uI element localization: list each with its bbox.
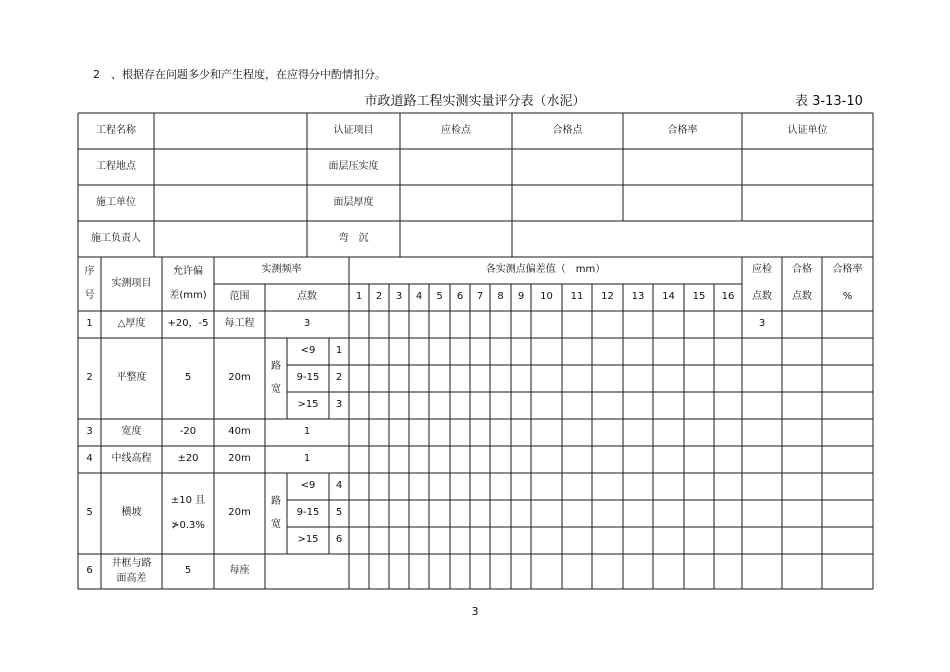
row-1-range: 每工程 bbox=[224, 318, 255, 330]
row-4-tolerance: ±20 bbox=[177, 453, 199, 465]
seq-header-line1: 序 bbox=[84, 265, 95, 277]
deviation-col-6: 6 bbox=[456, 291, 464, 303]
row-2-sub-1-points: 1 bbox=[335, 345, 343, 357]
pass-rate-header-line1: 合格率 bbox=[832, 264, 863, 276]
deviation-col-9: 9 bbox=[517, 291, 525, 303]
row-2-sub-2-points: 2 bbox=[335, 372, 343, 384]
deviation-col-5: 5 bbox=[436, 291, 443, 303]
row-5-road-width bbox=[265, 473, 287, 554]
pass-rate-header-line2: % bbox=[842, 291, 853, 303]
row-5-tolerance-line2: ≯0.3% bbox=[171, 519, 205, 531]
row-6-item-line1: 井框与路 bbox=[111, 558, 152, 569]
row-5-sub-3-points: 6 bbox=[335, 534, 343, 546]
row-2-sub-3-points: 3 bbox=[335, 399, 343, 411]
check-points-label: 应检点 bbox=[441, 124, 471, 136]
tolerance-header-line2: 差(mm) bbox=[169, 290, 207, 301]
row-2-sub-2-width: 9-15 bbox=[296, 372, 320, 384]
deviation-col-12: 12 bbox=[601, 291, 614, 303]
item-header: 实测项目 bbox=[111, 277, 152, 289]
form-title: 市政道路工程实测实量评分表（水泥） bbox=[364, 94, 586, 109]
cert-unit-label: 认证单位 bbox=[787, 124, 828, 136]
pass-rate-label: 合格率 bbox=[667, 124, 698, 136]
deviation-col-16: 16 bbox=[721, 291, 735, 303]
row-2-no: 2 bbox=[86, 372, 93, 384]
deviation-col-11: 11 bbox=[570, 291, 584, 303]
row-5-sub-1-width: <9 bbox=[300, 480, 316, 492]
page-number: 3 bbox=[471, 605, 479, 618]
deviation-col-13: 13 bbox=[631, 291, 645, 303]
row-3-item: 宽度 bbox=[121, 426, 142, 438]
cert-item-label: 认证项目 bbox=[333, 124, 374, 136]
deviation-col-4: 4 bbox=[415, 291, 423, 303]
row-2-road-width-char2: 宽 bbox=[271, 383, 281, 395]
row-5-item: 横坡 bbox=[121, 507, 142, 519]
row-4-no: 4 bbox=[86, 453, 93, 465]
row-5-sub-2-points: 5 bbox=[335, 507, 343, 519]
row-5-sub-2-width: 9-15 bbox=[296, 507, 320, 519]
pass-count-header-line2: 点数 bbox=[792, 291, 812, 303]
row-5-tolerance bbox=[162, 473, 214, 554]
row-3-tolerance: -20 bbox=[179, 426, 197, 438]
row-3-no: 3 bbox=[86, 426, 93, 438]
row-6-tolerance: 5 bbox=[184, 565, 192, 577]
row-2-sub-1-width: <9 bbox=[300, 345, 316, 357]
row-5-road-width-char1: 路 bbox=[271, 496, 281, 507]
points-header: 点数 bbox=[297, 291, 317, 303]
row-6-range: 每座 bbox=[229, 565, 250, 577]
frequency-header: 实测频率 bbox=[261, 264, 302, 276]
row-6-item bbox=[101, 554, 162, 589]
row-4-range: 20m bbox=[228, 453, 251, 465]
row-6-no: 6 bbox=[86, 565, 93, 577]
table-number: 表 3-13-10 bbox=[795, 94, 863, 109]
deviation-col-8: 8 bbox=[497, 291, 504, 303]
construction-unit-label: 施工单位 bbox=[96, 196, 136, 208]
row-5-sub-3-width: >15 bbox=[297, 534, 319, 546]
row-5-no: 5 bbox=[86, 507, 93, 519]
row-2-sub-3-width: >15 bbox=[297, 399, 319, 411]
project-site-label: 工程地点 bbox=[96, 160, 136, 172]
row-3-points: 1 bbox=[303, 426, 311, 438]
deflection-label: 弯 沉 bbox=[338, 232, 369, 244]
row-1-check-count: 3 bbox=[758, 318, 766, 330]
seq-header-line2: 号 bbox=[84, 290, 95, 301]
instruction-note: 2 、根据存在问题多少和产生程度，在应得分中酌情扣分。 bbox=[93, 68, 386, 81]
project-name-label: 工程名称 bbox=[96, 124, 136, 136]
check-count-header-line2: 点数 bbox=[752, 291, 772, 303]
row-2-road-width-char1: 路 bbox=[271, 361, 281, 372]
row-2-item: 平整度 bbox=[116, 372, 147, 384]
row-5-road-width-char2: 宽 bbox=[271, 518, 281, 530]
row-1-points: 3 bbox=[303, 318, 311, 330]
row-4-points: 1 bbox=[303, 453, 311, 465]
row-1-tolerance: +20，-5 bbox=[167, 318, 209, 330]
row-1-no: 1 bbox=[86, 318, 93, 330]
deviation-col-14: 14 bbox=[662, 291, 675, 303]
row-2-road-width bbox=[265, 338, 287, 419]
row-5-sub-1-points: 4 bbox=[335, 480, 343, 492]
tolerance-header-line1: 允许偏 bbox=[173, 265, 203, 277]
deviation-header: 各实测点偏差值（ mm） bbox=[485, 264, 606, 276]
pass-points-label: 合格点 bbox=[552, 124, 583, 136]
seq-header bbox=[78, 257, 101, 311]
deviation-col-3: 3 bbox=[395, 291, 403, 303]
deviation-col-15: 15 bbox=[692, 291, 706, 303]
row-5-tolerance-line1: ±10 且 bbox=[170, 495, 206, 506]
row-4-item: 中线高程 bbox=[111, 453, 152, 465]
tolerance-header bbox=[162, 257, 214, 311]
surface-thickness-label: 面层厚度 bbox=[333, 196, 374, 208]
deviation-col-2: 2 bbox=[375, 291, 383, 303]
row-2-tolerance: 5 bbox=[184, 372, 192, 384]
row-1-item: △厚度 bbox=[117, 318, 146, 330]
deviation-col-1: 1 bbox=[355, 291, 363, 303]
deviation-col-10: 10 bbox=[540, 291, 553, 303]
range-header: 范围 bbox=[229, 291, 250, 303]
row-5-range: 20m bbox=[228, 507, 251, 519]
deviation-col-7: 7 bbox=[476, 291, 484, 303]
pass-count-header-line1: 合格 bbox=[792, 264, 812, 276]
construction-lead-label: 施工负责人 bbox=[91, 232, 141, 244]
row-3-range: 40m bbox=[228, 426, 251, 438]
surface-compaction-label: 面层压实度 bbox=[328, 160, 379, 172]
row-2-range: 20m bbox=[228, 372, 251, 384]
check-count-header-line1: 应检 bbox=[752, 264, 772, 276]
row-6-item-line2: 面高差 bbox=[116, 572, 147, 584]
